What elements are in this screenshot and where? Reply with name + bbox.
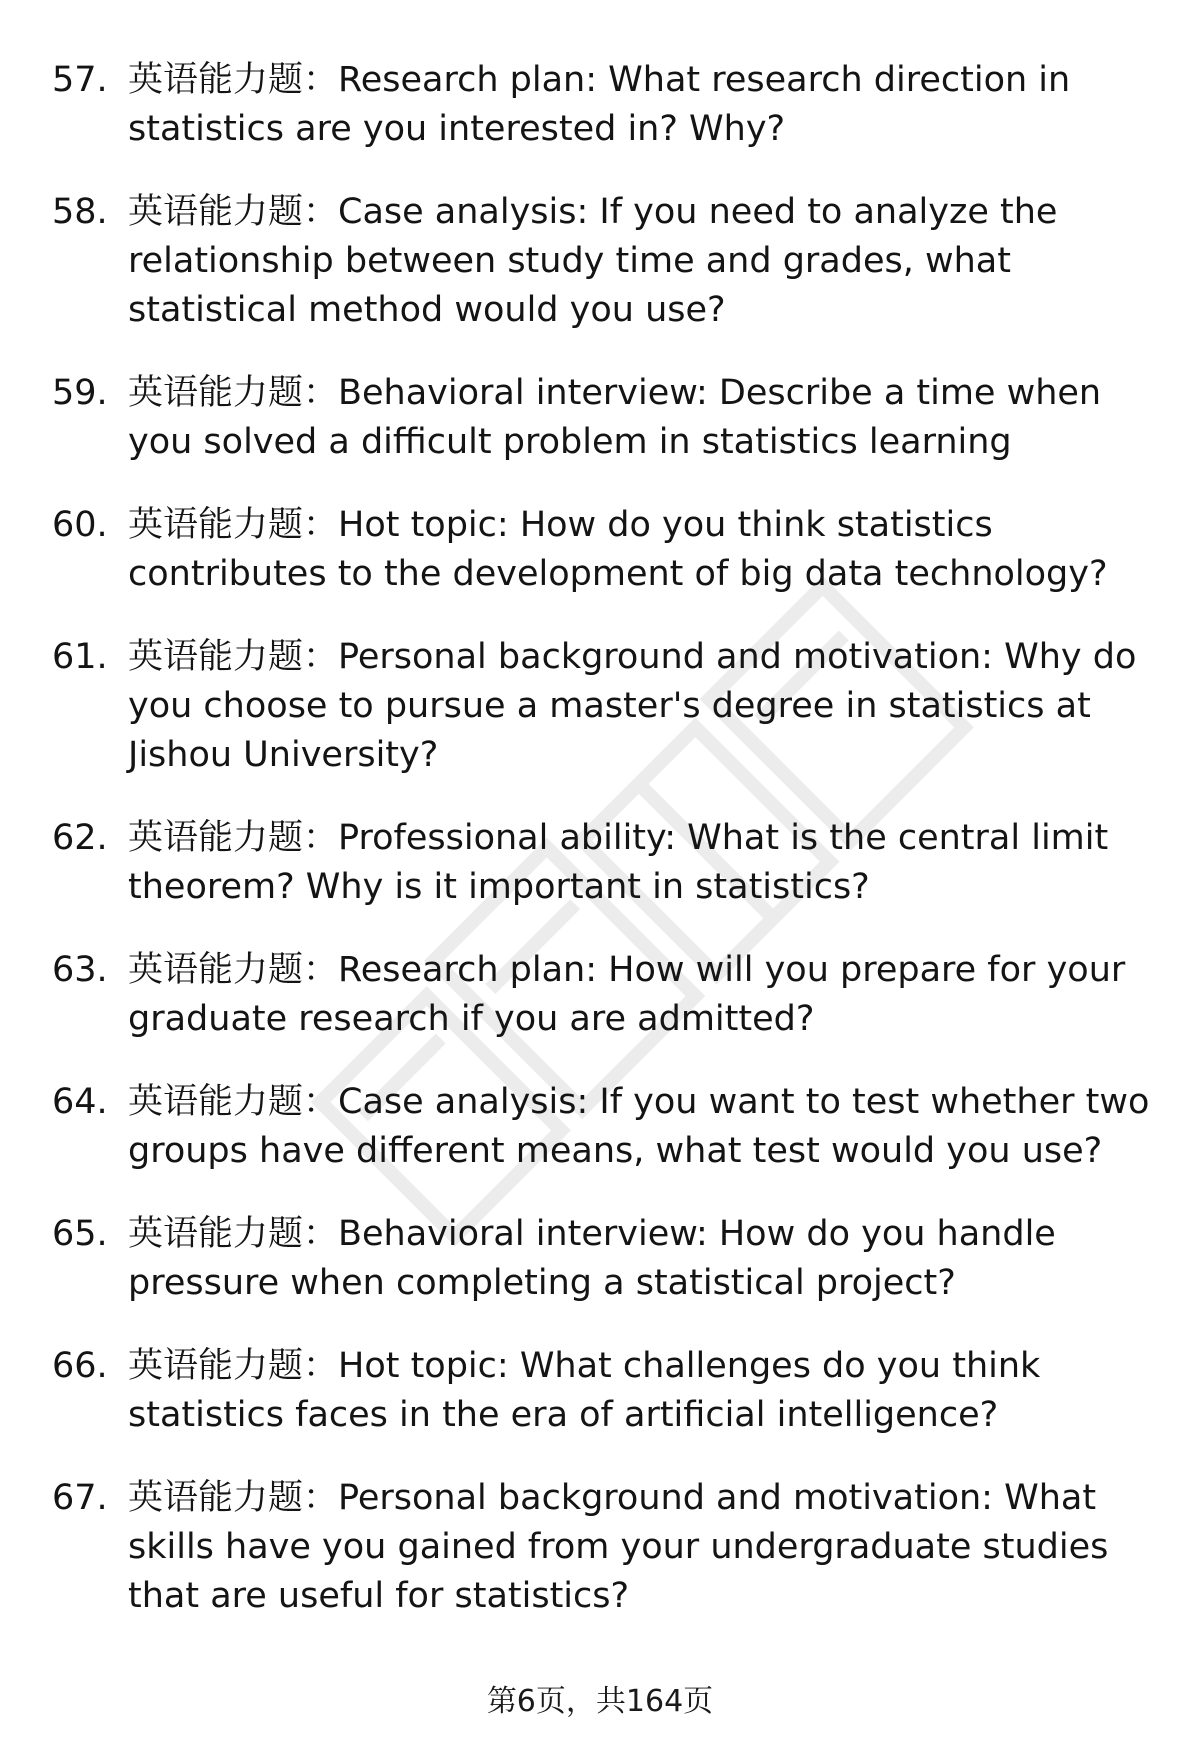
list-item bbox=[52, 814, 1152, 912]
item-number: 60. bbox=[52, 505, 108, 545]
item-number: 58. bbox=[52, 192, 108, 232]
item-text: 英语能力题：Research plan: How will you prepare for your graduate research if you are admitted? bbox=[128, 950, 1126, 1039]
list-item bbox=[52, 946, 1152, 1044]
item-text: 英语能力题：Personal background and motivation: Why do you choose to pursue a master's degree in statistics at Jishou University? bbox=[128, 637, 1137, 775]
page-footer: 第6页，共164页 bbox=[486, 1684, 714, 1719]
item-text: 英语能力题：Behavioral interview: Describe a time when you solved a difficult problem in statistics learning bbox=[128, 373, 1102, 462]
list-item bbox=[52, 1210, 1152, 1308]
item-text: 英语能力题：Case analysis: If you want to test whether two groups have different means, what test would you use? bbox=[128, 1082, 1150, 1171]
item-number: 59. bbox=[52, 373, 108, 413]
item-number: 64. bbox=[52, 1082, 108, 1122]
item-number: 65. bbox=[52, 1214, 108, 1254]
list-item bbox=[52, 1078, 1152, 1176]
item-text: 英语能力题：Research plan: What research direction in statistics are you interested in? Why? bbox=[128, 60, 1071, 149]
item-number: 61. bbox=[52, 637, 108, 677]
item-text: 英语能力题：Case analysis: If you need to analyze the relationship between study time and grades, what statistical method would you use? bbox=[128, 192, 1058, 330]
list-item bbox=[52, 501, 1152, 599]
list-item bbox=[52, 1474, 1152, 1621]
item-number: 67. bbox=[52, 1478, 108, 1518]
list-item bbox=[52, 369, 1152, 467]
list-item bbox=[52, 633, 1152, 780]
item-text: 英语能力题：Professional ability: What is the central limit theorem? Why is it important in statistics? bbox=[128, 818, 1109, 907]
item-text: 英语能力题：Behavioral interview: How do you handle pressure when completing a statistical project? bbox=[128, 1214, 1056, 1303]
list-item bbox=[52, 1342, 1152, 1440]
question-list bbox=[52, 56, 1152, 1655]
list-item bbox=[52, 188, 1152, 335]
item-text: 英语能力题：Hot topic: How do you think statistics contributes to the development of big data technology? bbox=[128, 505, 1108, 594]
list-item bbox=[52, 56, 1152, 154]
item-number: 57. bbox=[52, 60, 108, 100]
item-number: 66. bbox=[52, 1346, 108, 1386]
item-text: 英语能力题：Personal background and motivation: What skills have you gained from your undergraduate studies that are useful for statistics? bbox=[128, 1478, 1109, 1616]
item-number: 63. bbox=[52, 950, 108, 990]
item-number: 62. bbox=[52, 818, 108, 858]
item-text: 英语能力题：Hot topic: What challenges do you think statistics faces in the era of artificial intelligence? bbox=[128, 1346, 1041, 1435]
